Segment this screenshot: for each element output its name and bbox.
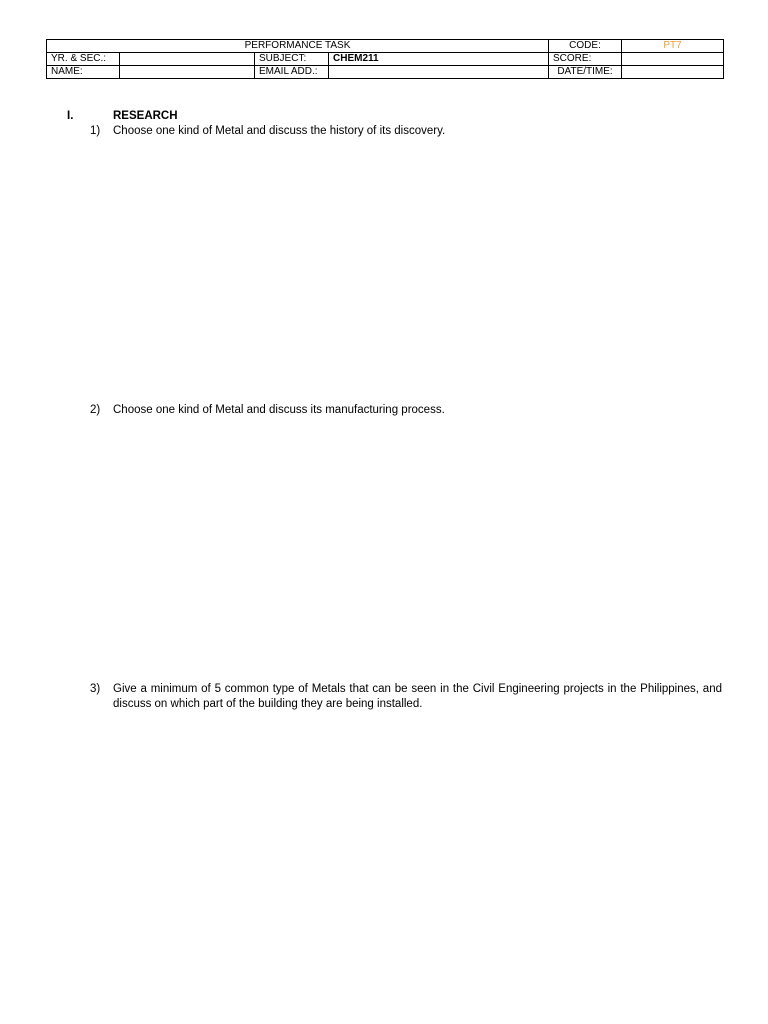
section-number: I. bbox=[67, 110, 74, 122]
question-2-text: Choose one kind of Metal and discuss its manufacturing process. bbox=[113, 404, 445, 416]
email-label: EMAIL ADD.: bbox=[255, 66, 329, 79]
yr-sec-label: YR. & SEC.: bbox=[47, 53, 120, 66]
header-row-name bbox=[47, 66, 724, 79]
email-field[interactable] bbox=[329, 66, 549, 79]
performance-task-title: PERFORMANCE TASK bbox=[47, 40, 549, 53]
question-1-text: Choose one kind of Metal and discuss the history of its discovery. bbox=[113, 125, 446, 137]
score-label: SCORE: bbox=[549, 53, 622, 66]
header-row-title bbox=[47, 40, 724, 53]
subject-value: CHEM211 bbox=[329, 53, 549, 66]
header-row-yr-sec bbox=[47, 53, 724, 66]
subject-label: SUBJECT: bbox=[255, 53, 329, 66]
datetime-field[interactable] bbox=[622, 66, 724, 79]
question-3-text: Give a minimum of 5 common type of Metals that can be seen in the Civil Engineering projects in the Philippines, and discuss on which part of the building they are being installed. bbox=[113, 683, 722, 710]
question-1-number: 1) bbox=[90, 125, 101, 137]
yr-sec-field[interactable] bbox=[120, 53, 255, 66]
code-value: PT7 bbox=[622, 40, 724, 53]
name-label: NAME: bbox=[47, 66, 120, 79]
name-field[interactable] bbox=[120, 66, 255, 79]
code-label: CODE: bbox=[549, 40, 622, 53]
question-2-number: 2) bbox=[90, 404, 101, 416]
header-table bbox=[46, 39, 724, 79]
datetime-label: DATE/TIME: bbox=[549, 66, 622, 79]
section-title: RESEARCH bbox=[113, 110, 178, 122]
score-field[interactable] bbox=[622, 53, 724, 66]
question-3-number: 3) bbox=[90, 683, 101, 695]
